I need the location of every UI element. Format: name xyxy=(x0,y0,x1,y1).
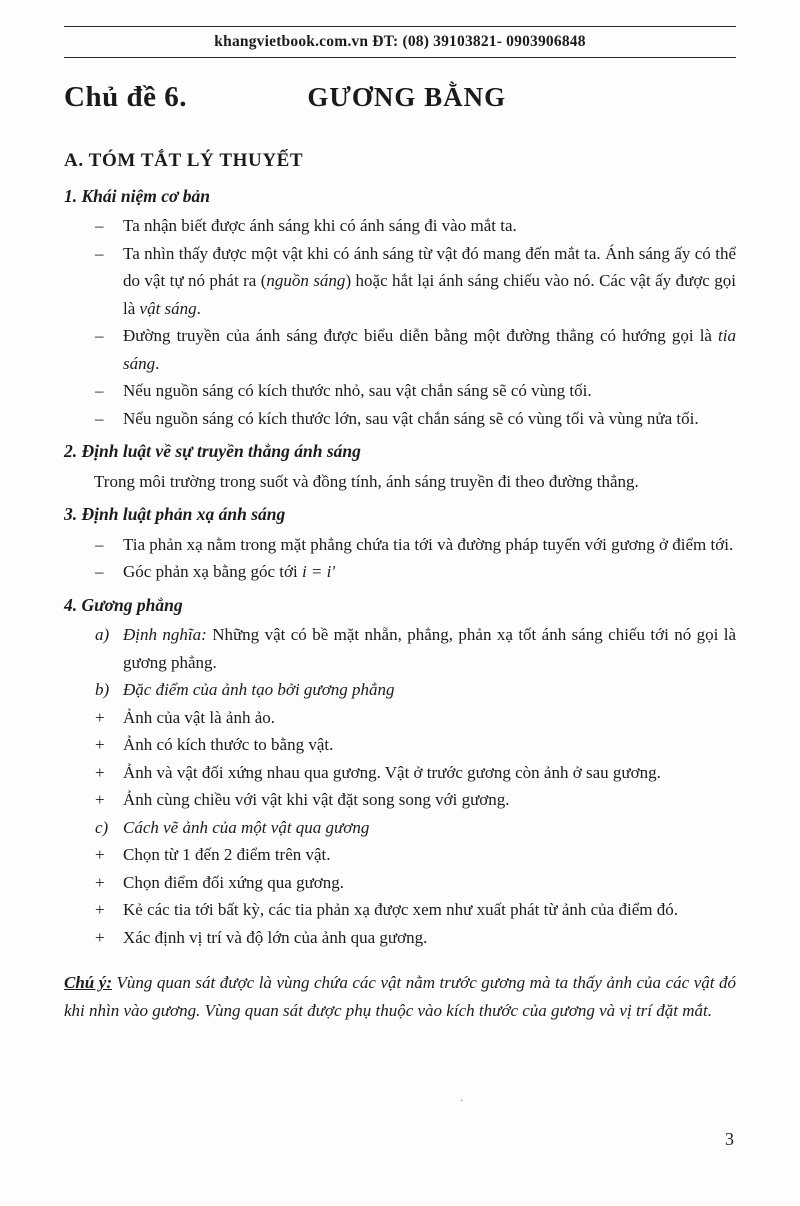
section-heading: A. TÓM TẮT LÝ THUYẾT xyxy=(64,150,304,172)
block-dash xyxy=(94,322,736,377)
block-dash xyxy=(94,212,736,240)
text-segment: Tia phản xạ nằm trong mặt phẳng chứa tia tới và đường pháp tuyến với gương ở điểm tới. xyxy=(123,534,734,554)
text-segment: Định nghĩa: xyxy=(123,625,207,645)
block-letter xyxy=(94,621,736,676)
block-plus xyxy=(94,924,736,952)
block-text xyxy=(123,322,736,377)
block-text xyxy=(123,704,736,732)
block-text xyxy=(123,531,736,559)
block-text xyxy=(123,759,736,787)
block-text xyxy=(123,621,736,676)
text-segment: Chú ý: xyxy=(64,973,112,993)
text-segment: Ảnh và vật đối xứng nhau qua gương. Vật ở trước gương còn ảnh ở sau gương. xyxy=(123,762,661,782)
text-segment: Chọn từ 1 đến 2 điểm trên vật. xyxy=(123,845,331,865)
scan-artifact: · xyxy=(460,1095,464,1107)
block-text xyxy=(123,558,736,586)
block-plus xyxy=(94,869,736,897)
block-dash xyxy=(94,405,736,433)
block-heading: 2. Định luật về sự truyền thẳng ánh sáng xyxy=(64,441,361,462)
page-header xyxy=(64,26,736,58)
text-segment: . xyxy=(155,353,160,373)
list-marker: – xyxy=(95,562,104,582)
block-heading: 3. Định luật phản xạ ánh sáng xyxy=(64,504,286,525)
text-segment: Đặc điểm của ảnh tạo bởi gương phẳng xyxy=(123,680,395,700)
block-dash xyxy=(94,531,736,559)
text-segment: Ta nhìn thấy được một vật khi có ánh sáng từ vật đó mang đến mắt ta. Ánh sáng ấy có thể do vật tự nó phát ra ( xyxy=(123,243,736,291)
block-text xyxy=(123,240,736,323)
list-marker: b) xyxy=(95,680,110,700)
text-segment: . xyxy=(196,298,201,318)
block-text xyxy=(123,869,736,897)
block-plus xyxy=(94,759,736,787)
list-marker: + xyxy=(95,927,105,947)
block-letter xyxy=(94,676,736,704)
text-segment: Ảnh có kích thước to bằng vật. xyxy=(123,735,334,755)
text-segment: Kẻ các tia tới bất kỳ, các tia phản xạ được xem như xuất phát từ ảnh của điểm đó. xyxy=(123,900,678,920)
list-marker: – xyxy=(95,408,104,428)
chapter-label: Chủ đề 6. xyxy=(64,81,187,114)
text-segment: Xác định vị trí và độ lớn của ảnh qua gương. xyxy=(123,927,428,947)
block-heading: 1. Khái niệm cơ bản xyxy=(64,185,211,206)
list-marker: + xyxy=(95,872,105,892)
block-dash xyxy=(94,558,736,586)
block-text xyxy=(123,924,736,952)
block-text xyxy=(123,896,736,924)
block-para xyxy=(94,468,736,496)
block-text xyxy=(123,212,736,240)
text-segment: Nếu nguồn sáng có kích thước lớn, sau vật chắn sáng sẽ có vùng tối và vùng nửa tối. xyxy=(123,408,699,428)
block-plus xyxy=(94,896,736,924)
text-segment: Chọn điểm đối xứng qua gương. xyxy=(123,872,345,892)
list-marker: + xyxy=(95,790,105,810)
block-plus xyxy=(94,704,736,732)
list-marker: + xyxy=(95,735,105,755)
text-segment: Trong môi trường trong suốt và đồng tính, ánh sáng truyền đi theo đường thẳng. xyxy=(94,471,639,491)
block-plus xyxy=(94,731,736,759)
block-text xyxy=(94,472,639,491)
block-text xyxy=(123,786,736,814)
list-marker: + xyxy=(95,845,105,865)
list-marker: – xyxy=(95,534,104,554)
block-plus xyxy=(94,786,736,814)
page-number: 3 xyxy=(725,1128,734,1149)
block-heading: 4. Gương phẳng xyxy=(64,594,183,615)
block-text xyxy=(123,377,736,405)
block-text xyxy=(123,814,736,842)
block-note xyxy=(64,969,736,1024)
list-marker: – xyxy=(95,243,104,263)
text-segment: Ta nhận biết được ánh sáng khi có ánh sáng đi vào mắt ta. xyxy=(123,216,517,236)
header-text: khangvietbook.com.vn ĐT: (08) 39103821- 0903906848 xyxy=(214,33,586,50)
list-marker: c) xyxy=(95,817,109,837)
list-marker: + xyxy=(95,900,105,920)
block-text xyxy=(123,841,736,869)
block-text xyxy=(123,676,736,704)
text-segment: Nếu nguồn sáng có kích thước nhỏ, sau vật chắn sáng sẽ có vùng tối. xyxy=(123,381,592,401)
text-segment: ) hoặc hắt lại ánh sáng chiếu vào nó. Các vật ấy được gọi là xyxy=(123,271,736,318)
list-marker: a) xyxy=(95,625,110,645)
list-marker: – xyxy=(95,326,104,346)
list-marker: – xyxy=(95,216,104,236)
text-segment: vật sáng xyxy=(139,298,197,318)
block-dash xyxy=(94,377,736,405)
block-plus xyxy=(94,841,736,869)
block-letter xyxy=(94,814,736,842)
text-segment: Ảnh của vật là ảnh ảo. xyxy=(123,707,275,727)
list-marker: + xyxy=(95,762,105,782)
page-title: GƯƠNG BẰNG xyxy=(307,82,507,113)
text-segment: Vùng quan sát được là vùng chứa các vật nằm trước gương mà ta thấy ảnh của các vật đó khi nhìn vào gương. Vùng quan sát được phụ thuộc vào kích thước của gương và vị trí đặt mắt. xyxy=(64,973,736,1020)
text-segment: tia sáng xyxy=(123,326,736,373)
list-marker: – xyxy=(95,381,104,401)
block-text xyxy=(123,405,736,433)
text-segment: nguồn sáng xyxy=(266,271,346,291)
text-segment: Đường truyền của ánh sáng được biểu diễn bằng một đường thẳng có hướng gọi là xyxy=(123,326,719,346)
text-segment: Góc phản xạ bằng góc tới xyxy=(123,562,302,582)
text-segment: Cách vẽ ảnh của một vật qua gương xyxy=(123,817,370,837)
block-dash xyxy=(94,240,736,323)
text-segment: Những vật có bề mặt nhẵn, phẳng, phản xạ tốt ánh sáng chiếu tới nó gọi là gương phẳng. xyxy=(123,625,737,672)
doc-blocks xyxy=(64,182,736,1025)
title-row xyxy=(64,74,736,120)
block-text xyxy=(64,973,736,1020)
list-marker: + xyxy=(95,707,105,727)
text-segment: Ảnh cùng chiều với vật khi vật đặt song song với gương. xyxy=(123,790,510,810)
block-text xyxy=(123,731,736,759)
text-segment: i = i' xyxy=(301,562,336,582)
